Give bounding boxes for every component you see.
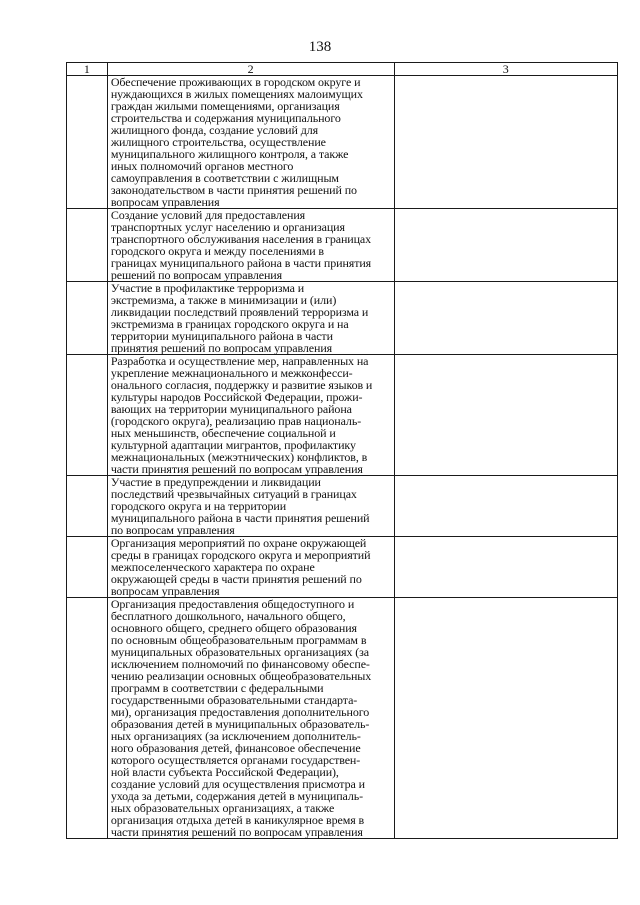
table-row (67, 598, 618, 839)
power-description: Участие в предупреждении и ликвидации последствий чрезвычайных ситуаций в границах городского округа и на территории муниципального района в части принятия решений по вопросам управления (110, 475, 370, 537)
column-1-cell (67, 209, 108, 282)
power-description: Участие в профилактике терроризма и экстремизма, а также в минимизации и (или) ликвидации последствий проявлений терроризма и экстремизма в границах городского округа и на территории муниципального района в части принятия решений по вопросам управления (110, 281, 369, 355)
column-1-cell (67, 76, 108, 209)
column-1-cell (67, 537, 108, 598)
powers-table (66, 62, 618, 839)
column-header-3: 3 (394, 63, 617, 76)
column-3-cell (394, 355, 617, 476)
table-row (67, 282, 618, 355)
column-3-cell (394, 209, 617, 282)
column-header-1: 1 (67, 63, 108, 76)
column-1-cell (67, 476, 108, 537)
column-1-cell (67, 355, 108, 476)
power-description: Создание условий для предоставления транспортных услуг населению и организация транспортного обслуживания населения в границах городского округа и между поселениями в границах муниципального района в части принятия решений по вопросам управления (110, 208, 372, 282)
column-2-cell (107, 282, 394, 355)
column-3-cell (394, 282, 617, 355)
column-3-cell (394, 76, 617, 209)
table-row (67, 476, 618, 537)
column-2-cell (107, 598, 394, 839)
column-header-2: 2 (107, 63, 394, 76)
table-row (67, 537, 618, 598)
column-3-cell (394, 598, 617, 839)
column-2-cell (107, 537, 394, 598)
column-3-cell (394, 537, 617, 598)
column-2-cell (107, 355, 394, 476)
table-header-row (67, 63, 618, 76)
power-description: Обеспечение проживающих в городском округе и нуждающихся в жилых помещениях малоимущих граждан жилыми помещениями, организация строительства и содержания муниципального жилищного фонда, создание условий для жилищного строительства, осуществление муниципального жилищного контроля, а также иных полномочий органов местного самоуправления в соответствии с жилищным законодательством в части принятия решений по вопросам управления (110, 75, 363, 209)
column-3-cell (394, 476, 617, 537)
power-description: Организация предоставления общедоступного и бесплатного дошкольного, начального общего, основного общего, среднего общего образования по основным общеобразовательным программам в муниципальных образовательных организациях (за исключением полномочий по финансовому обеспе- чению реализации основных общеобразовательных программ в соответствии с федеральными государственными образовательными стандарта- ми), организация предоставления дополнительного образования детей в муниципальных образователь- ных организациях (за исключением дополнитель- ного образования детей, финансовое обеспечение которого осуществляется органами государствен- ной власти субъекта Российской Федерации), создание условий для осуществления присмотра и ухода за детьми, содержания детей в муниципаль- ных образовательных организациях, а также организация отдыха детей в каникулярное время в части принятия решений по вопросам управления (110, 597, 372, 839)
power-description: Разработка и осуществление мер, направленных на укрепление межнационального и межконфесси- онального согласия, поддержку и развитие языков и культуры народов Российской Федерации, прожи- вающих на территории муниципального района (городского округа), реализацию прав националь- ных меньшинств, обеспечение социальной и культурной адаптации мигрантов, профилактику межнациональных (межэтнических) конфликтов, в части принятия решений по вопросам управления (110, 354, 373, 476)
table-row (67, 76, 618, 209)
column-1-cell (67, 598, 108, 839)
table-row (67, 209, 618, 282)
column-2-cell (107, 476, 394, 537)
page-number: 138 (308, 39, 332, 55)
table-row (67, 355, 618, 476)
power-description: Организация мероприятий по охране окружающей среды в границах городского округа и мероприятий межпоселенческого характера по охране окружающей среды в части принятия решений по вопросам управления (110, 536, 371, 598)
column-1-cell (67, 282, 108, 355)
column-2-cell (107, 76, 394, 209)
column-2-cell (107, 209, 394, 282)
